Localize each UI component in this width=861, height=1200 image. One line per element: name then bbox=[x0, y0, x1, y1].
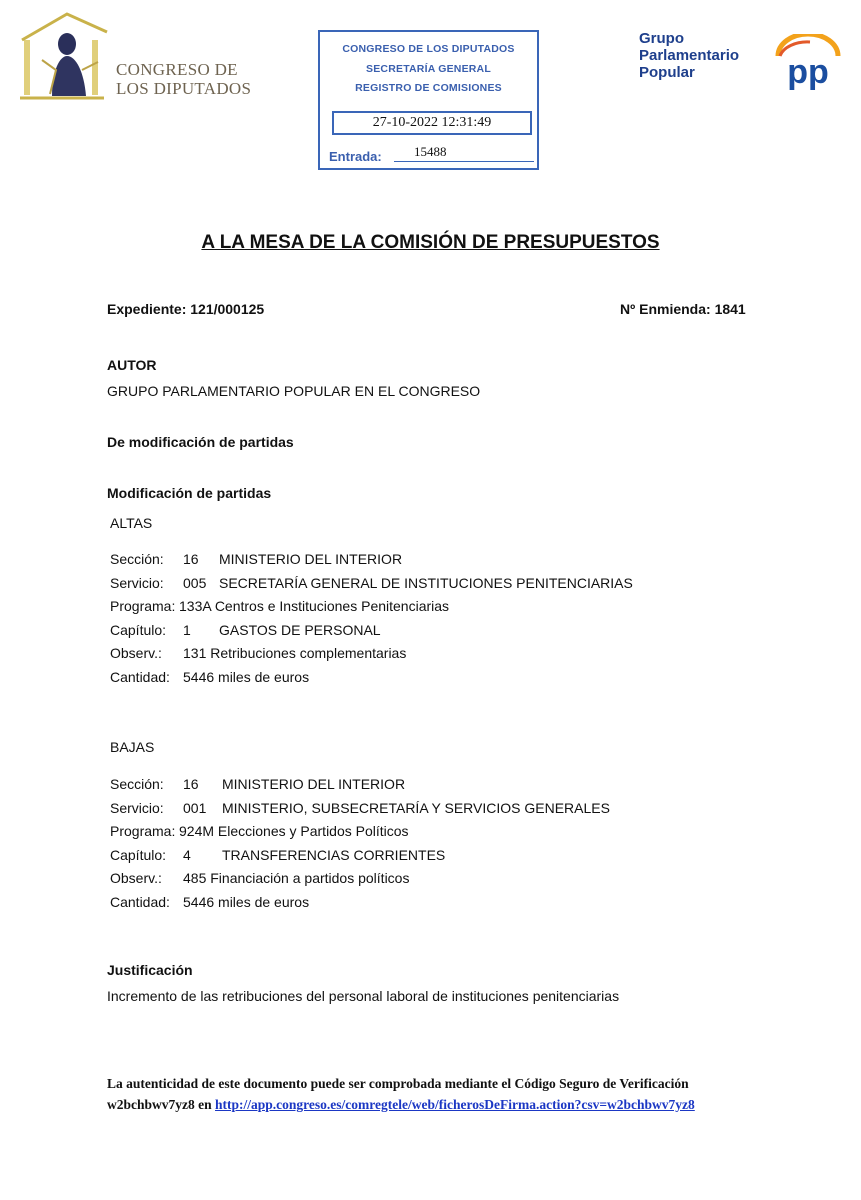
row-name: MINISTERIO DEL INTERIOR bbox=[222, 776, 406, 792]
row-key: Servicio: bbox=[110, 574, 164, 591]
row-code: 001 bbox=[183, 799, 207, 816]
congreso-emblem-icon bbox=[12, 10, 112, 102]
verification-note bbox=[107, 1073, 695, 1115]
row-code: 005 bbox=[183, 574, 207, 591]
altas-label: ALTAS bbox=[110, 515, 153, 531]
row-key: Observ.: bbox=[110, 870, 162, 887]
pp-logo-icon bbox=[770, 34, 846, 90]
row-name: MINISTERIO DEL INTERIOR bbox=[219, 551, 403, 567]
modificacion-label: Modificación de partidas bbox=[107, 485, 272, 501]
autor-value: GRUPO PARLAMENTARIO POPULAR EN EL CONGRESO bbox=[107, 383, 481, 399]
verification-line1: La autenticidad de este documento puede ser comprobada mediante el Código Seguro de Verificación bbox=[107, 1076, 689, 1091]
row-name: SECRETARÍA GENERAL DE INSTITUCIONES PENITENCIARIAS bbox=[219, 574, 633, 591]
row-name: GASTOS DE PERSONAL bbox=[219, 621, 381, 638]
row-code: 16 bbox=[183, 551, 199, 567]
tipo-enmienda: De modificación de partidas bbox=[107, 434, 294, 450]
bajas-label: BAJAS bbox=[110, 739, 155, 755]
expediente: Expediente: 121/000125 bbox=[107, 301, 265, 317]
row-code: 485 Financiación a partidos políticos bbox=[183, 870, 410, 887]
row-key: Cantidad: bbox=[110, 894, 170, 910]
row-key: Observ.: bbox=[110, 645, 162, 662]
page-title-text: A LA MESA DE LA COMISIÓN DE PRESUPUESTOS bbox=[201, 232, 660, 253]
row-key: Capítulo: bbox=[110, 621, 167, 638]
row-key: Sección: bbox=[110, 551, 164, 567]
row-key: Programa: bbox=[110, 823, 176, 840]
pp-logo-text: pp bbox=[787, 53, 829, 90]
stamp-line-1: CONGRESO DE LOS DIPUTADOS bbox=[342, 43, 515, 55]
stamp-entry-label: Entrada: bbox=[329, 149, 382, 164]
justificacion-text: Incremento de las retribuciones del personal laboral de instituciones penitenciarias bbox=[107, 988, 620, 1004]
row-key: Sección: bbox=[110, 776, 164, 792]
pp-group-line3: Popular bbox=[639, 64, 695, 81]
justificacion-label: Justificación bbox=[107, 962, 193, 978]
congreso-logo bbox=[12, 10, 252, 102]
stamp-line-3: REGISTRO DE COMISIONES bbox=[355, 82, 502, 94]
enmienda-number: Nº Enmienda: 1841 bbox=[620, 301, 746, 317]
row-code: 924M Elecciones y Partidos Políticos bbox=[179, 823, 409, 840]
page-title bbox=[0, 232, 861, 254]
row-name: TRANSFERENCIAS CORRIENTES bbox=[222, 846, 446, 863]
congreso-logo-line2: LOS DIPUTADOS bbox=[116, 79, 252, 98]
pp-group-name bbox=[639, 30, 739, 81]
registry-stamp bbox=[318, 30, 539, 170]
verification-link[interactable]: http://app.congreso.es/comregtele/web/ficherosDeFirma.action?csv=w2bchbwv7yz8 bbox=[215, 1097, 695, 1112]
row-name: MINISTERIO, SUBSECRETARÍA Y SERVICIOS GENERALES bbox=[222, 799, 610, 816]
row-code: 1 bbox=[183, 621, 191, 638]
pp-group-line2: Parlamentario bbox=[639, 47, 740, 64]
stamp-line-2: SECRETARÍA GENERAL bbox=[366, 63, 491, 75]
stamp-entry-number: 15488 bbox=[414, 144, 447, 159]
stamp-datetime: 27-10-2022 12:31:49 bbox=[332, 111, 532, 135]
row-key: Capítulo: bbox=[110, 846, 167, 863]
stamp-entry-line bbox=[394, 161, 534, 162]
row-code: 5446 miles de euros bbox=[183, 894, 310, 910]
row-key: Servicio: bbox=[110, 799, 164, 816]
verification-connector: en bbox=[198, 1097, 212, 1112]
row-key: Cantidad: bbox=[110, 669, 170, 685]
row-code: 4 bbox=[183, 846, 191, 863]
verification-line2 bbox=[107, 1094, 695, 1115]
autor-label: AUTOR bbox=[107, 357, 157, 373]
row-key: Programa: bbox=[110, 598, 176, 615]
row-code: 5446 miles de euros bbox=[183, 669, 310, 685]
row-code: 131 Retribuciones complementarias bbox=[183, 645, 407, 662]
congreso-logo-line1: CONGRESO DE bbox=[116, 60, 238, 79]
verification-csv: w2bchbwv7yz8 bbox=[107, 1097, 195, 1112]
pp-group-line1: Grupo bbox=[639, 30, 684, 47]
row-code: 16 bbox=[183, 776, 199, 792]
row-code: 133A Centros e Instituciones Penitenciarias bbox=[179, 598, 450, 615]
